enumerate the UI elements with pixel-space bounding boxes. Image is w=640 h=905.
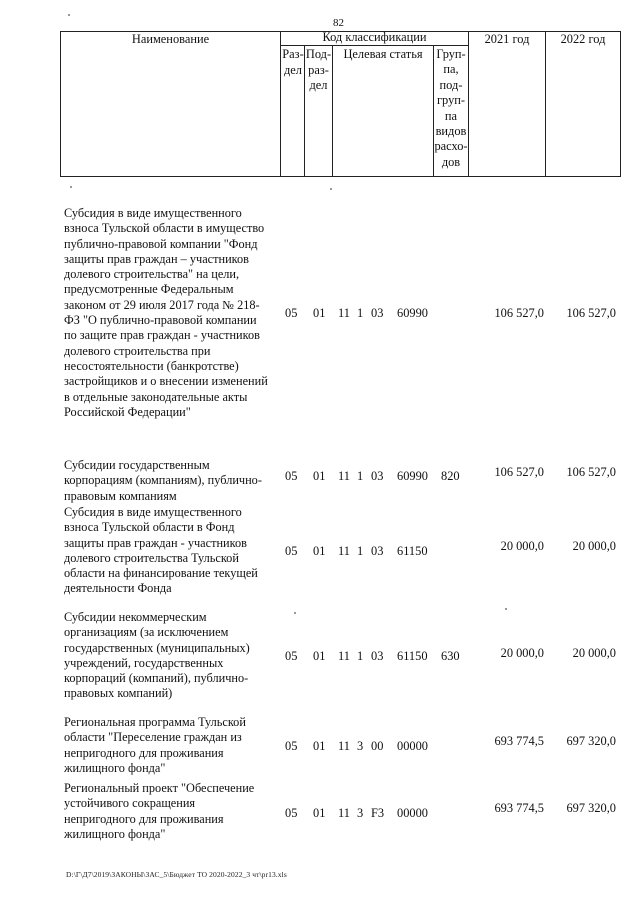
row-value-2021: 106 527,0 <box>494 465 544 479</box>
header-expense-group: Груп- па, под- груп- па видов расхо- дов <box>434 47 468 169</box>
row-article-program: 11 <box>338 739 350 753</box>
row-article-event: 03 <box>371 306 384 320</box>
row-value-2022: 20 000,0 <box>572 646 616 660</box>
row-value-2021: 106 527,0 <box>494 306 544 320</box>
row-article-subprogram: 3 <box>357 806 364 820</box>
row-value-2022: 106 527,0 <box>566 465 616 479</box>
row-article-subprogram: 1 <box>357 469 364 483</box>
row-value-2022: 697 320,0 <box>566 801 616 815</box>
row-value-2021: 693 774,5 <box>494 801 544 815</box>
row-article-subprogram: 1 <box>357 306 364 320</box>
header-bottom-border <box>60 176 620 177</box>
row-section: 05 <box>285 806 298 820</box>
row-article-event: 03 <box>371 544 384 558</box>
row-subsection: 01 <box>313 306 326 320</box>
row-article-direction: 00000 <box>397 739 428 753</box>
scan-speck <box>505 608 507 610</box>
row-article-subprogram: 1 <box>357 544 364 558</box>
header-target-article: Целевая статья <box>343 47 423 61</box>
header-section: Раз- дел <box>282 47 304 77</box>
row-expense-group: 820 <box>441 469 460 483</box>
row-subsection: 01 <box>313 469 326 483</box>
scan-speck <box>68 14 70 16</box>
header-year-2021: 2021 год <box>484 32 530 46</box>
row-name: Субсидия в виде имущественного взноса Тульской области в имущество публично-правовой компании "Фонд защиты прав граждан – участников долевого строительства" на цели, предусмотренные Федеральным законом от 29 июля 2017 года № 218- ФЗ "О публично-правовой компании по защите прав граждан - участников долевого строительства при несостоятельности (банкротстве) застройщиков и о внесении изменений в отдельные законодательные акты Российской Федерации" <box>64 206 268 419</box>
group-col-divider <box>468 31 469 177</box>
row-name: Субсидии государственным корпорациям (компаниям), публично- правовым компаниям <box>64 458 262 503</box>
header-name: Наименование <box>131 32 210 46</box>
row-value-2022: 697 320,0 <box>566 734 616 748</box>
row-expense-group: 630 <box>441 649 460 663</box>
row-subsection: 01 <box>313 739 326 753</box>
row-article-program: 11 <box>338 469 350 483</box>
row-article-event: F3 <box>371 806 385 820</box>
row-article-program: 11 <box>338 649 350 663</box>
row-article-event: 00 <box>371 739 384 753</box>
header-code-group: Код классификации <box>322 30 427 44</box>
scan-speck <box>330 188 332 190</box>
row-subsection: 01 <box>313 806 326 820</box>
row-article-program: 11 <box>338 544 350 558</box>
row-value-2022: 20 000,0 <box>572 539 616 553</box>
row-article-direction: 61150 <box>397 649 428 663</box>
row-section: 05 <box>285 739 298 753</box>
row-subsection: 01 <box>313 649 326 663</box>
row-article-direction: 61150 <box>397 544 428 558</box>
row-name: Субсидии некоммерческим организациям (за исключением государственных (муниципальных) учреждений, государственных корпораций (компаний), публично- правовых компаний) <box>64 610 250 701</box>
row-section: 05 <box>285 649 298 663</box>
row-article-subprogram: 3 <box>357 739 364 753</box>
row-article-event: 03 <box>371 469 384 483</box>
row-name: Субсидия в виде имущественного взноса Тульской области в Фонд защиты прав граждан - участников долевого строительства Тульской области на финансирование текущей деятельности Фонда <box>64 505 258 596</box>
scan-speck <box>294 612 296 614</box>
row-article-event: 03 <box>371 649 384 663</box>
header-left-border <box>60 31 61 177</box>
row-value-2021: 20 000,0 <box>500 646 544 660</box>
header-right-border <box>620 31 621 177</box>
subsection-col-divider <box>332 45 333 177</box>
row-section: 05 <box>285 469 298 483</box>
header-subsection: Под- раз- дел <box>305 47 332 93</box>
year1-col-divider <box>545 31 546 177</box>
row-article-direction: 00000 <box>397 806 428 820</box>
row-value-2021: 20 000,0 <box>500 539 544 553</box>
row-value-2021: 693 774,5 <box>494 734 544 748</box>
page-number: 82 <box>333 17 344 29</box>
file-path-footer: D:\Г\Д7\2019\ЗАКОНЫ\ЗАС_5\Бюджет ТО 2020-2022_3 чт\pr13.xls <box>66 870 287 879</box>
row-subsection: 01 <box>313 544 326 558</box>
row-article-subprogram: 1 <box>357 649 364 663</box>
header-year-2022: 2022 год <box>560 32 606 46</box>
row-name: Региональный проект "Обеспечение устойчивого сокращения непригодного для проживания жилищного фонда" <box>64 781 255 841</box>
row-value-2022: 106 527,0 <box>566 306 616 320</box>
row-article-direction: 60990 <box>397 306 428 320</box>
row-article-program: 11 <box>338 306 350 320</box>
row-section: 05 <box>285 306 298 320</box>
row-section: 05 <box>285 544 298 558</box>
row-article-program: 11 <box>338 806 350 820</box>
scan-speck <box>70 186 72 188</box>
row-article-direction: 60990 <box>397 469 428 483</box>
row-name: Региональная программа Тульской области "Переселение граждан из непригодного для проживания жилищного фонда" <box>64 715 246 775</box>
